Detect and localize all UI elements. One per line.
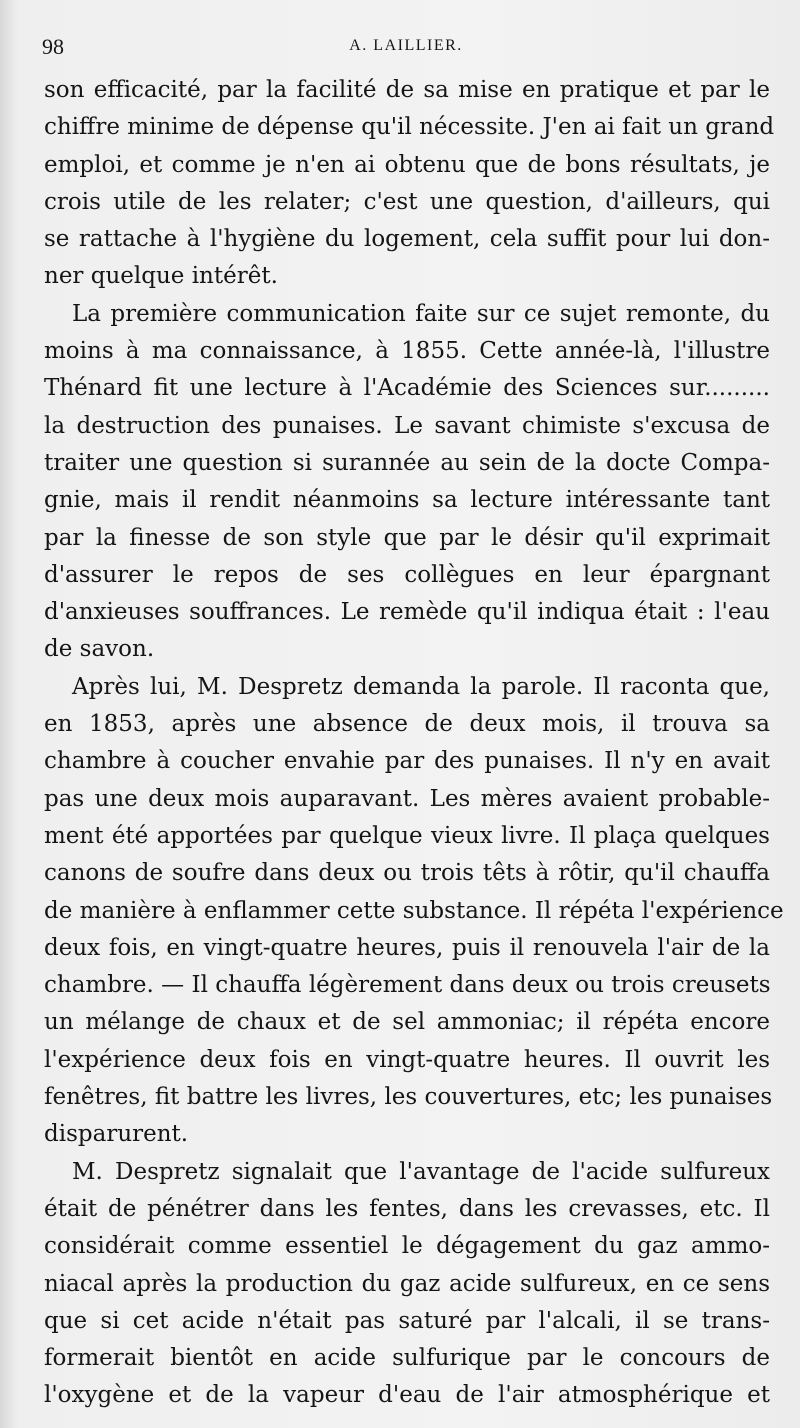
text-line: son efficacité, par la facilité de sa mise en pratique et par le — [44, 77, 770, 103]
text-line: l'expérience deux fois en vingt-quatre heures. Il ouvrit les — [44, 1046, 770, 1073]
text-line: niacal après la production du gaz acide sulfureux, en ce sens — [44, 1270, 770, 1297]
text-line: d'anxieuses souffrances. Le remède qu'il indiqua était : l'eau — [44, 599, 770, 626]
text-line: ment été apportées par quelque vieux livre. Il plaça quelques — [44, 822, 770, 849]
text-line: chiffre minime de dépense qu'il nécessite. J'en ai fait un grand — [44, 114, 775, 141]
text-line: crois utile de les relater; c'est une question, d'ailleurs, qui — [44, 188, 770, 215]
paragraph — [44, 296, 770, 669]
text-line: la destruction des punaises. Le savant chimiste s'excusa de — [44, 412, 770, 439]
page-header — [42, 34, 770, 64]
text-line: canons de soufre dans deux ou trois têts à rôtir, qu'il chauffa — [44, 860, 770, 887]
text-line: en 1853, après une absence de deux mois, il trouva sa — [44, 711, 770, 738]
text-line: se rattache à l'hygiène du logement, cela suffit pour lui don- — [44, 226, 770, 253]
page-number: 98 — [42, 34, 64, 59]
text-line: formerait bientôt en acide sulfurique par le concours de — [44, 1345, 770, 1372]
running-head: A. LAILLIER. — [349, 37, 463, 54]
paragraph — [44, 1154, 770, 1415]
text-line: disparurent. — [44, 1121, 189, 1148]
text-line: deux fois, en vingt-quatre heures, puis il renouvela l'air de la — [44, 934, 770, 961]
text-line: La première communication faite sur ce sujet remonte, du — [72, 300, 770, 327]
body-text — [44, 72, 784, 1415]
paragraph — [44, 669, 784, 1154]
text-line: considérait comme essentiel le dégagement du gaz ammo- — [44, 1233, 770, 1260]
text-line: M. Despretz signalait que l'avantage de l'acide sulfureux — [72, 1158, 770, 1185]
text-line: ner quelque intérêt. — [44, 263, 278, 290]
text-line: fenêtres, fit battre les livres, les couvertures, etc; les punaises — [44, 1084, 773, 1111]
paragraph — [44, 72, 775, 296]
text-line: chambre. — Il chauffa légèrement dans deux ou trois creusets — [44, 972, 771, 999]
text-line: Thénard fit une lecture à l'Académie des Sciences sur......... — [44, 375, 770, 402]
text-line: chambre à coucher envahie par des punaises. Il n'y en avait — [44, 748, 770, 775]
text-line: d'assurer le repos de ses collègues en leur épargnant — [44, 561, 770, 588]
text-line: de savon. — [44, 636, 155, 663]
text-line: moins à ma connaissance, à 1855. Cette année-là, l'illustre — [44, 338, 770, 365]
text-line: l'oxygène et de la vapeur d'eau de l'air atmosphérique et — [44, 1382, 770, 1409]
text-line: était de pénétrer dans les fentes, dans les crevasses, etc. Il — [44, 1195, 770, 1222]
text-line: Après lui, M. Despretz demanda la parole. Il raconta que, — [72, 673, 770, 700]
text-line: que si cet acide n'était pas saturé par l'alcali, il se trans- — [44, 1307, 770, 1334]
text-line: par la finesse de son style que par le désir qu'il exprimait — [44, 524, 770, 551]
text-line: gnie, mais il rendit néanmoins sa lecture intéressante tant — [44, 487, 770, 514]
text-line: de manière à enflammer cette substance. Il répéta l'expérience — [44, 897, 784, 924]
text-line: pas une deux mois auparavant. Les mères avaient probable- — [44, 785, 770, 812]
text-line: emploi, et comme je n'en ai obtenu que de bons résultats, je — [44, 151, 770, 178]
text-line: traiter une question si surannée au sein de la docte Compa- — [44, 449, 770, 476]
text-line: un mélange de chaux et de sel ammoniac; il répéta encore — [44, 1009, 770, 1036]
